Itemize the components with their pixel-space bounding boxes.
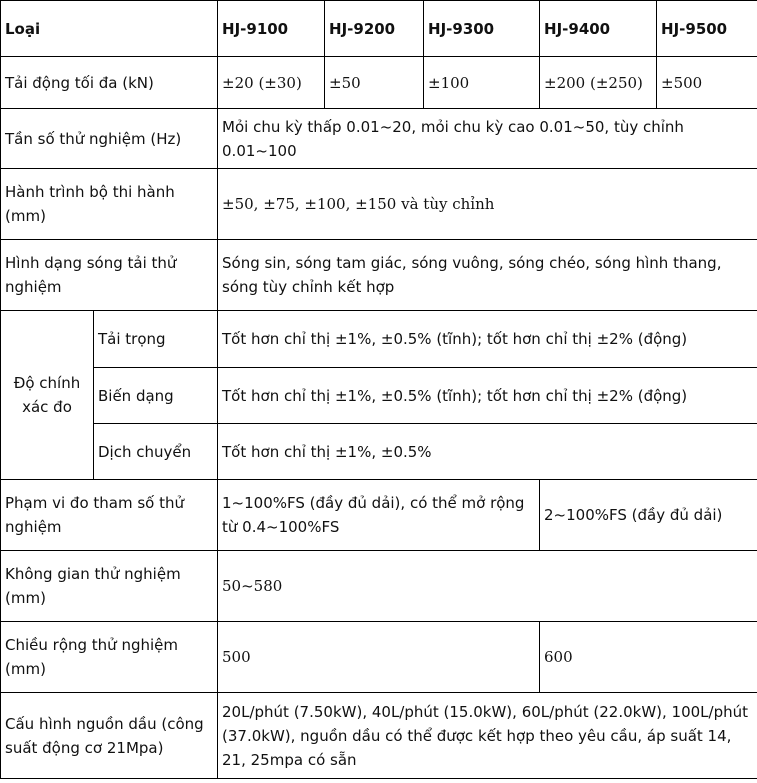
oil-row <box>1 693 757 779</box>
header-label: Loại <box>1 1 218 57</box>
frequency-value: Mỏi chu kỳ thấp 0.01~20, mỏi chu kỳ cao 0.01~50, tùy chỉnh 0.01~100 <box>218 109 757 169</box>
range-label: Phạm vi đo tham số thử nghiệm <box>1 480 218 551</box>
space-row <box>1 551 757 622</box>
range-value-b: 2~100%FS (đầy đủ dải) <box>540 480 757 551</box>
oil-label: Cấu hình nguồn dầu (công suất động cơ 21Mpa) <box>1 693 218 779</box>
stroke-value: ±50, ±75, ±100, ±150 và tùy chỉnh <box>218 169 757 240</box>
max-load-row <box>1 57 757 109</box>
accuracy-strain-label: Biến dạng <box>94 368 218 424</box>
accuracy-load-value: Tốt hơn chỉ thị ±1%, ±0.5% (tĩnh); tốt hơn chỉ thị ±2% (động) <box>218 311 757 368</box>
model-hj-9400: HJ-9400 <box>540 1 657 57</box>
accuracy-label: Độ chính xác đo <box>1 311 94 480</box>
width-value-b: 600 <box>540 622 757 693</box>
max-load-hj-9300: ±100 <box>424 57 540 109</box>
max-load-hj-9100: ±20 (±30) <box>218 57 325 109</box>
model-hj-9200: HJ-9200 <box>325 1 424 57</box>
waveform-label: Hình dạng sóng tải thử nghiệm <box>1 240 218 311</box>
waveform-row <box>1 240 757 311</box>
max-load-label: Tải động tối đa (kN) <box>1 57 218 109</box>
width-value-a: 500 <box>218 622 540 693</box>
accuracy-displacement-label: Dịch chuyển <box>94 424 218 480</box>
width-row <box>1 622 757 693</box>
max-load-hj-9400: ±200 (±250) <box>540 57 657 109</box>
range-value-a: 1~100%FS (đầy đủ dải), có thể mở rộng từ 0.4~100%FS <box>218 480 540 551</box>
waveform-value: Sóng sin, sóng tam giác, sóng vuông, sóng chéo, sóng hình thang, sóng tùy chỉnh kết hợp <box>218 240 757 311</box>
model-hj-9500: HJ-9500 <box>657 1 757 57</box>
accuracy-strain-row <box>1 368 757 424</box>
model-hj-9300: HJ-9300 <box>424 1 540 57</box>
accuracy-displacement-value: Tốt hơn chỉ thị ±1%, ±0.5% <box>218 424 757 480</box>
model-hj-9100: HJ-9100 <box>218 1 325 57</box>
accuracy-displacement-row <box>1 424 757 480</box>
stroke-row <box>1 169 757 240</box>
frequency-row <box>1 109 757 169</box>
oil-value: 20L/phút (7.50kW), 40L/phút (15.0kW), 60L/phút (22.0kW), 100L/phút (37.0kW), nguồn dầu có thể được kết hợp theo yêu cầu, áp suất 14, 21, 25mpa có sẵn <box>218 693 757 779</box>
accuracy-strain-value: Tốt hơn chỉ thị ±1%, ±0.5% (tĩnh); tốt hơn chỉ thị ±2% (động) <box>218 368 757 424</box>
header-row <box>1 1 757 57</box>
stroke-label: Hành trình bộ thi hành (mm) <box>1 169 218 240</box>
max-load-hj-9500: ±500 <box>657 57 757 109</box>
accuracy-load-label: Tải trọng <box>94 311 218 368</box>
range-row <box>1 480 757 551</box>
space-label: Không gian thử nghiệm (mm) <box>1 551 218 622</box>
frequency-label: Tần số thử nghiệm (Hz) <box>1 109 218 169</box>
space-value: 50~580 <box>218 551 757 622</box>
width-label: Chiều rộng thử nghiệm (mm) <box>1 622 218 693</box>
max-load-hj-9200: ±50 <box>325 57 424 109</box>
accuracy-load-row <box>1 311 757 368</box>
